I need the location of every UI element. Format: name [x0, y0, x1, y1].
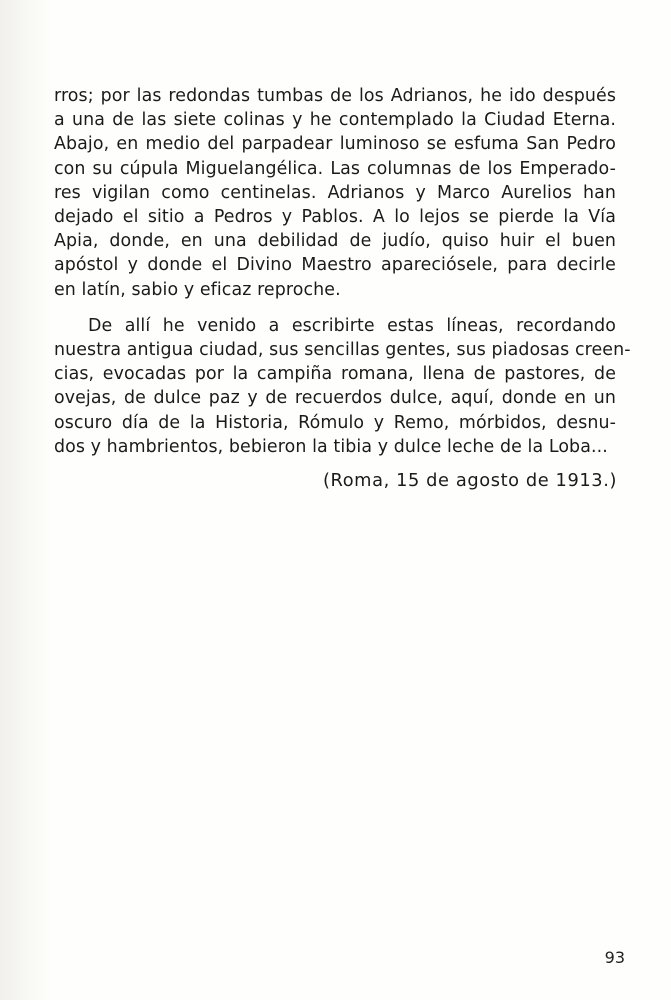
text-line: en latín, sabio y eficaz reproche. [54, 279, 341, 300]
paragraph-2 [54, 314, 631, 459]
text-line: a una de las siete colinas y he contemplado la Ciudad Eterna. [54, 110, 616, 131]
text-line: rros; por las redondas tumbas de los Adrianos, he ido después [54, 86, 616, 106]
paragraph-spacer [54, 302, 616, 314]
text-line: Apia, donde, en una debilidad de judío, quiso huir el buen [54, 231, 616, 252]
text-line: apóstol y donde el Divino Maestro apareciósele, para decirle [54, 255, 616, 276]
text-line: dejado el sitio a Pedros y Pablos. A lo lejos se pierde la Vía [54, 207, 616, 228]
gutter-shadow [0, 0, 52, 1000]
text-line: res vigilan como centinelas. Adrianos y Marco Aurelios han [54, 182, 616, 203]
text-line: dos y hambrientos, bebieron la tibia y dulce leche de la Loba... [54, 436, 608, 457]
paragraph-1 [54, 84, 616, 302]
text-line: Abajo, en medio del parpadear luminoso se esfuma San Pedro [54, 134, 616, 155]
text-line: oscuro día de la Historia, Rómulo y Remo, mórbidos, desnu- [54, 412, 616, 433]
text-line: ovejas, de dulce paz y de recuerdos dulce, aquí, donde en un [54, 388, 616, 409]
text-line: con su cúpula Miguelangélica. Las columnas de los Emperado- [54, 158, 616, 179]
signature-date: (Roma, 15 de agosto de 1913.) [323, 470, 617, 491]
text-line: nuestra antigua ciudad, sus sencillas gentes, sus piadosas creen- [54, 340, 631, 361]
text-line: De allí he venido a escribirte estas líneas, recordando [88, 315, 616, 336]
text-line: cias, evocadas por la campiña romana, llena de pastores, de [54, 364, 616, 385]
page-number: 93 [604, 948, 625, 967]
body-text [54, 84, 631, 459]
